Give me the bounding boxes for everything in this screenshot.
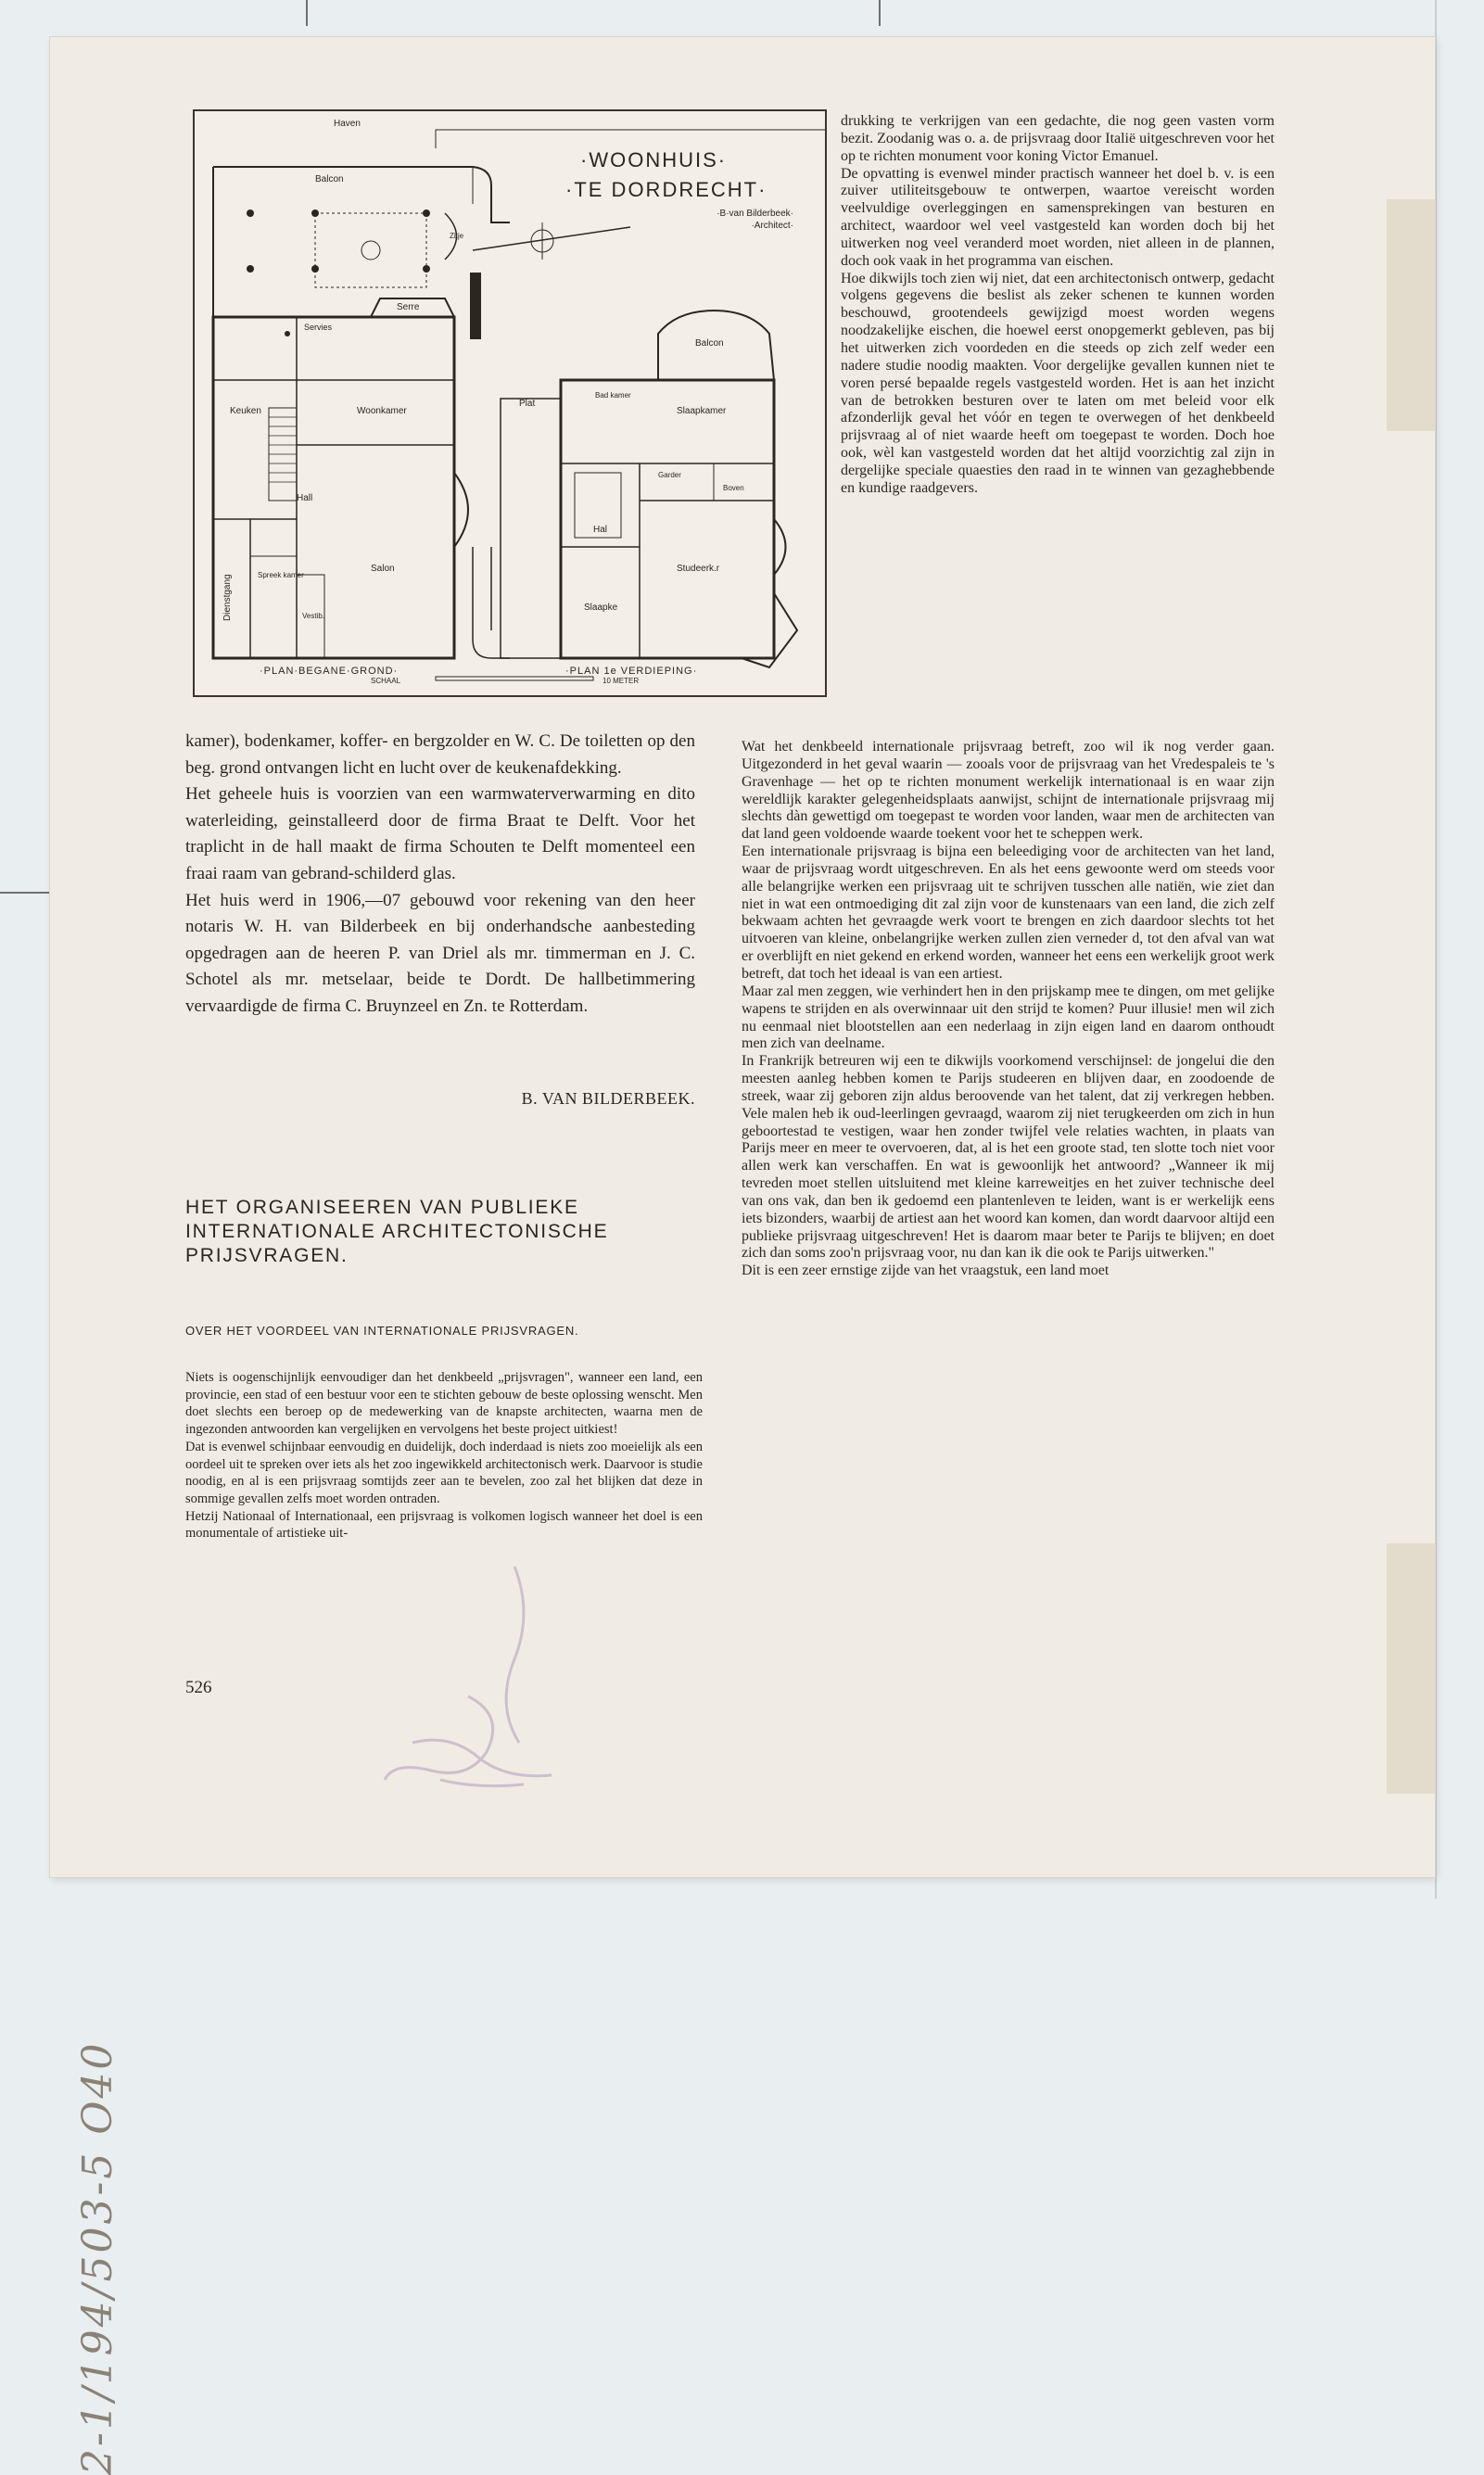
paragraph: In Frankrijk betreuren wij een te dikwijls voorkomend verschijnsel: de jongelui die den meesten aanleg hebben komen te Parijs studeeren en blijven daar, en zoodoende de streek, waar zij geboren zijn aldus beroovende van het talent, dat zij verkregen hebben. Vele malen heb ik oud-leerlingen gevraagd, waarom zij niet terugkeerden om zich in hun geboortestad te vestigen, waar hen zonder twijfel vele relaties wachten, in plaats van Parijs meer en meer te overvoeren, dat, al is het een groote stad, ten slotte toch niet voor allen werk kan verschaffen. En wat is gewoonlijk het antwoord? „Wanneer ik mij tevreden moet stellen uitsluitend met kleine karreweitjes en het zuiver technische deel van ons vak, dan ben ik gedoemd een plantenleven te leiden, want is er werkelijk eens iets bizonders, waarbij de artiest aan het woord kan komen, dan wordt daarvoor altijd een publieke prijsvraag uitgeschreven! Het is daarom maar beter te Parijs te blijven; en doet zich dan soms zoo'n prijsvraag voor, nu dan kan ik die ook te Parijs uitwerken." — [742, 1053, 1275, 1262]
plan-label-balcon-top: Balcon — [315, 174, 344, 184]
plan-scale-label: SCHAAL — [371, 677, 401, 685]
plan-label-garder: Garder — [658, 471, 681, 479]
paragraph: Een internationale prijsvraag is bijna een beleediging voor de architecten van het land, waar de prijsvraag wordt uitgeschreven. En als het eens gewoonte werd om steeds voor alle belangrijke werken een prijsvraag uit te schrijven tusschen alle natiën, wie ziet dan niet in wat een ontmoediging dit zal zijn voor de kunstenaars van een land, die zich zelf bekwaam achten het gevraagde werk voort te brengen en zich daardoor slechts tot het uitvoeren van kleine, onbelangrijke werken zullen zien verneder d, tot den afval van wat er overblijft en niet gekend en erkend worden, wanneer het eens een werkelijk groot werk betreft, dat toch het ideaal is van een artiest. — [742, 844, 1275, 982]
plan-label-zitje: Zitje — [450, 232, 464, 240]
paragraph: kamer), bodenkamer, koffer- en bergzolder en W. C. De toiletten op den beg. grond ontvangen licht en lucht over de keukenafdekking. — [185, 731, 695, 778]
library-stamp — [375, 1557, 579, 1798]
plan-label-dienstgang: Dienstgang — [222, 574, 233, 621]
plan-caption-ground: ·PLAN·BEGANE·GROND· — [260, 666, 399, 677]
plan-label-hall-ground: Hall — [297, 493, 313, 503]
paragraph: Dit is een zeer ernstige zijde van het vraagstuk, een land moet — [742, 1263, 1110, 1279]
paragraph: Dat is evenwel schijnbaar eenvoudig en duidelijk, doch inderdaad is niets zoo moeielijk als een oordeel uit te spreken over iets als het zoo ingewikkeld architectonisch werk. Daarvoor is studie noodig, en al is een prijsvraag somtijds zeer aan te bevelen, zoo zal het blijken dat deze in sommige gevallen zelfs moet worden ontraden. — [185, 1439, 703, 1506]
scan-border-line-top — [306, 0, 308, 26]
plan-title-dordrecht: ·TE DORDRECHT· — [565, 178, 767, 201]
plan-architect-credit — [636, 208, 793, 232]
paragraph: Het geheele huis is voorzien van een warmwaterverwarming en dito waterleiding, geinstalleerd door de firma Braat te Delft. Voor het traplicht in de hall maakt de firma Schouten te Delft momenteel een fraai raam van gebrand-schilderd glas. — [185, 784, 695, 883]
plan-label-balcon-upper: Balcon — [695, 338, 724, 349]
author-signature: B. VAN BILDERBEEK. — [521, 1089, 695, 1108]
paragraph: drukking te verkrijgen van een gedachte, die nog geen vasten vorm bezit. Zoodanig was o. a. de prijsvraag door Italië uitgeschreven voor het op te richten monument voor koning Victor Emanuel. — [841, 113, 1275, 164]
right-column-lower — [742, 739, 1275, 1280]
paragraph: Maar zal men zeggen, wie verhindert hen in den prijskamp mee te dingen, om met gelijke wapens te strijden en als overwinnaar uit den strijd te komen? Puur illusie! men wil zich nu eenmaal niet blootstellen aan een nederlaag in zijn eigen land en daarom onthoudt men zich van deelname. — [742, 983, 1275, 1052]
plan-label-hal-upper: Hal — [593, 525, 608, 535]
article-title: HET ORGANISEEREN VAN PUBLIEKE INTERNATIONALE ARCHITECTONISCHE PRIJSVRAGEN. — [185, 1197, 609, 1266]
paragraph: Niets is oogenschijnlijk eenvoudiger dan het denkbeeld „prijsvragen", wanneer een land, een provincie, een stad of een bestuur voor een te stichten gebouw de beste oplossing wenscht. Men doet slechts een beroep op de medewerking van de knapste architecten, waarna men de ingezonden antwoorden kan vergelijken en vervolgens het beste project uitkiest! — [185, 1370, 703, 1438]
plan-label-slaapkamer-1: Slaapkamer — [677, 406, 727, 416]
paragraph: Wat het denkbeeld internationale prijsvraag betreft, zoo wil ik nog verder gaan. Uitgezonderd in het geval waarin — zooals voor de prijsvraag van het Vredespaleis te 's Gravenhage — het op te richten monument werkelijk internationaal is en waar zijn wereldlijk karakter gelegenheidsplaats aanwijst, schijnt de internationale prijsvraag mij slechts dàn gewettigd om toegepast te worden voor landen, waar men de architecten van dat land geen voldoende waarde toekent voor het te scheppen werk. — [742, 739, 1275, 843]
plan-label-salon: Salon — [371, 564, 395, 574]
plan-label-plat: Plat — [519, 399, 536, 409]
plan-label-studeerkamer: Studeerk.r — [677, 564, 720, 574]
plan-label-vestibule: Vestib. — [302, 612, 325, 620]
article-subheading: OVER HET VOORDEEL VAN INTERNATIONALE PRIJSVRAGEN. — [185, 1324, 579, 1338]
plan-label-badkamer: Bad kamer — [595, 391, 631, 400]
plan-title-woonhuis: ·WOONHUIS· — [580, 148, 728, 171]
plan-label-servies: Servies — [304, 323, 333, 332]
plan-label-keuken: Keuken — [230, 406, 261, 416]
scan-border-line-left — [0, 892, 52, 894]
paragraph: Hoe dikwijls toch zien wij niet, dat een architectonisch ontwerp, gedacht volgens gegevens die beslist als zeker schenen te kunnen worden beschouwd, grootendeels gewijzigd moest worden wegens noodzakelijke eischen, die hoewel eerst onopgemerkt gebleven, pas bij het uitwerken zich voordeden en die steeds op zich zelf weder een nadere studie noodig maakten. Voor dergelijke gevallen kunnen niet te voren persé bepaalde regels vastgesteld worden. Het is aan het inzicht van de betrokken besturen over te laten om met beleid voor elk afzonderlijk geval het vóór en tegen te overwegen of het denkbeeld prijsvraag al of niet waarde heeft om toegepast te worden. Doch hoe ook, wèl kan vastgesteld worden dat het altijd voorzichtig zal zijn in dergelijke speciale quaesties den raad in te winnen van gezaghebbende en kundige raadgevers. — [841, 270, 1275, 496]
plan-label-woonkamer: Woonkamer — [357, 406, 407, 416]
paragraph: Hetzij Nationaal of Internationaal, een prijsvraag is volkomen logisch wanneer het doel is een monumentale of artistieke uit- — [185, 1508, 703, 1542]
scan-border-line-top-right — [879, 0, 881, 26]
floor-plan-illustration — [193, 109, 827, 697]
plan-architect-name: ·B·van Bilderbeek· — [717, 209, 793, 219]
plan-label-haven: Haven — [334, 119, 361, 129]
scan-border-line-right — [1435, 0, 1437, 1898]
plan-label-serre: Serre — [397, 302, 420, 312]
plan-scale-unit: 10 METER — [602, 677, 640, 685]
plan-label-spreekkamer: Spreek kamer — [258, 571, 304, 579]
plan-label-slaapkamer-2: Slaapke — [584, 603, 618, 613]
left-column-house-description — [185, 729, 695, 1021]
page-edge-shade-right-lower — [1387, 1543, 1435, 1794]
article-body — [185, 1369, 703, 1542]
archive-handwritten-note: 2-1/194/503-5 O40 — [74, 2040, 121, 2475]
page-number: 526 — [185, 1678, 212, 1697]
plan-architect-role: ·Architect· — [751, 221, 793, 231]
right-column-upper — [841, 113, 1275, 498]
plan-caption-upper: ·PLAN 1e VERDIEPING· — [565, 666, 698, 677]
page-edge-shade-right-upper — [1387, 199, 1435, 431]
plan-label-bovenlicht: Boven — [723, 484, 744, 492]
paragraph: Het huis werd in 1906,—07 gebouwd voor rekening van den heer notaris W. H. van Bilderbeek en bij onderhandsche aanbesteding opgedragen aan de heeren P. van Driel als mr. timmerman en J. C. Schotel als mr. metselaar, beide te Dordt. De hallbetimmering vervaardigde de firma C. Bruynzeel en Zn. te Rotterdam. — [185, 890, 695, 1016]
paragraph: De opvatting is evenwel minder practisch wanneer het doel b. v. is een zuiver utiliteitsgebouw te ontwerpen, waartoe vereischt worden veelvuldige overleggingen en samensprekingen van besturen en architect, waardoor wel veel vastgesteld kan worden doch bij het uitwerken nog veel veranderd moet worden, niet alleen in de plannen, doch ook vaak in het programma van eischen. — [841, 165, 1275, 269]
